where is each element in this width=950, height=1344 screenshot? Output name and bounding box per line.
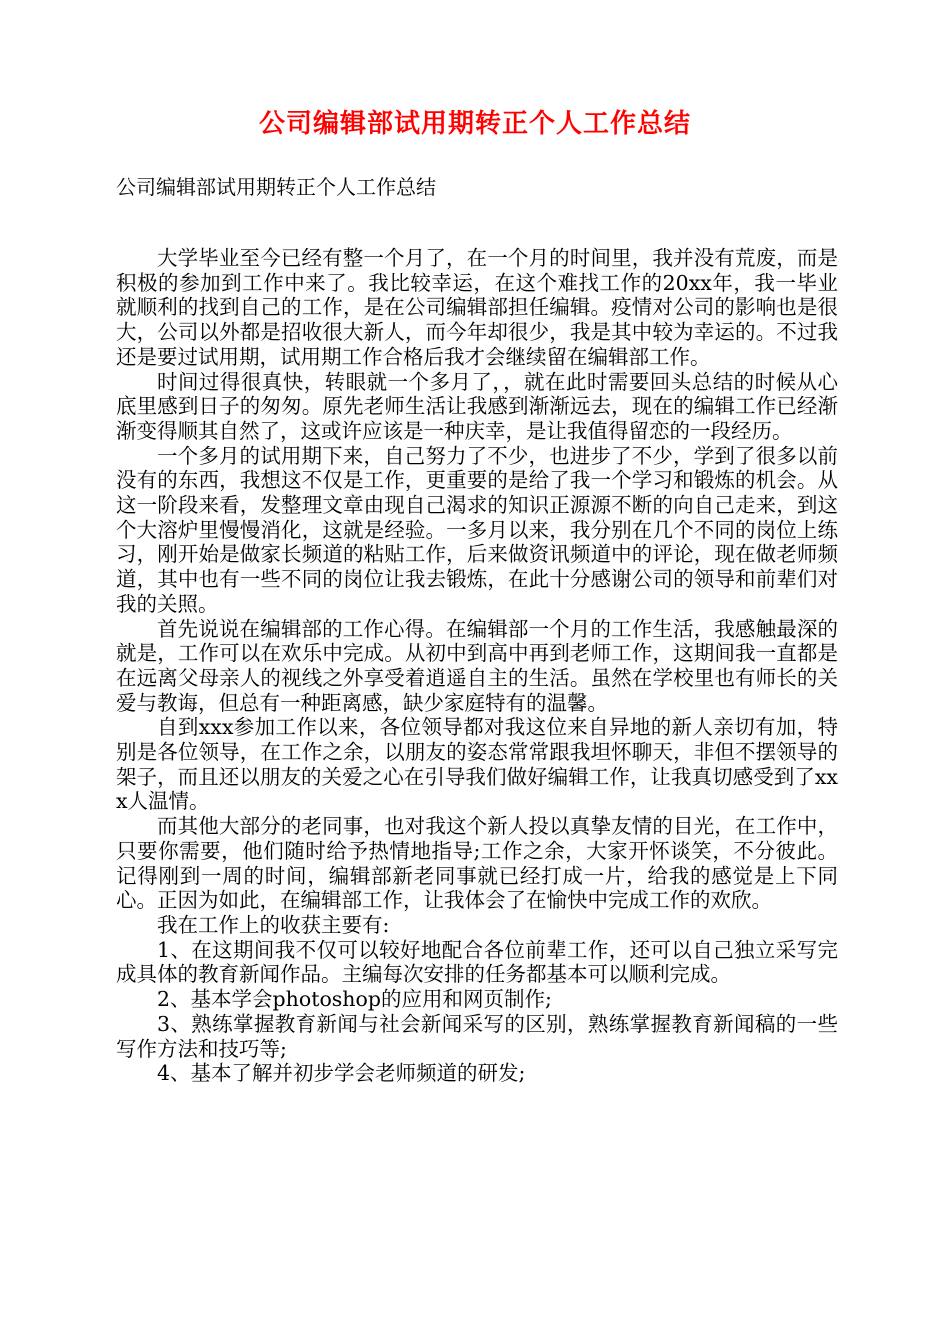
paragraph: 首先说说在编辑部的工作心得。在编辑部一个月的工作生活，我感触最深的就是，工作可以在欢乐中完成。从初中到高中再到老师工作，这期间我一直都是在远离父母亲人的视线之外享受着逍遥自主的生活。虽然在学校里也有师长的关爱与教诲，但总有一种距离感，缺少家庭特有的温馨。 [116, 616, 838, 715]
paragraph: 1、在这期间我不仅可以较好地配合各位前辈工作，还可以自己独立采写完成具体的教育新闻作品。主编每次安排的任务都基本可以顺利完成。 [116, 937, 838, 987]
paragraph: 大学毕业至今已经有整一个月了，在一个月的时间里，我并没有荒废，而是积极的参加到工作中来了。我比较幸运，在这个难找工作的20xx年，我一毕业就顺利的找到自己的工作，是在公司编辑部担任编辑。疫情对公司的影响也是很大，公司以外都是招收很大新人，而今年却很少，我是其中较为幸运的。不过我还是要过试用期，试用期工作合格后我才会继续留在编辑部工作。 [116, 246, 838, 369]
paragraph: 自到xxx参加工作以来，各位领导都对我这位来自异地的新人亲切有加，特别是各位领导，在工作之余，以朋友的姿态常常跟我坦怀聊天，非但不摆领导的架子，而且还以朋友的关爱之心在引导我们做好编辑工作，让我真切感受到了xxx人温情。 [116, 715, 838, 814]
paragraph: 4、基本了解并初步学会老师频道的研发; [157, 1061, 526, 1086]
paragraph: 而其他大部分的老同事，也对我这个新人投以真挚友情的目光，在工作中，只要你需要，他们随时给予热情地指导;工作之余，大家开怀谈笑，不分彼此。记得刚到一周的时间，编辑部新老同事就已经打成一片，给我的感觉是上下同心。正因为如此，在编辑部工作，让我体会了在愉快中完成工作的欢欣。 [116, 814, 838, 913]
document-subtitle: 公司编辑部试用期转正个人工作总结 [116, 175, 436, 199]
paragraph: 2、基本学会photoshop的应用和网页制作; [157, 987, 552, 1012]
paragraph: 一个多月的试用期下来，自己努力了不少，也进步了不少，学到了很多以前没有的东西，我想这不仅是工作，更重要的是给了我一个学习和锻炼的机会。从这一阶段来看，发整理文章由现自己渴求的知识正源源不断的向自己走来，到这个大溶炉里慢慢消化，这就是经验。一多月以来，我分别在几个不同的岗位上练习，刚开始是做家长频道的粘贴工作，后来做资讯频道中的评论，现在做老师频道，其中也有一些不同的岗位让我去锻炼，在此十分感谢公司的领导和前辈们对我的关照。 [116, 443, 838, 616]
paragraph: 时间过得很真快，转眼就一个多月了，，就在此时需要回头总结的时候从心底里感到日子的匆匆。原先老师生活让我感到渐渐远去，现在的编辑工作已经渐渐变得顺其自然了，这或许应该是一种庆幸，是让我值得留恋的一段经历。 [116, 369, 838, 443]
paragraph: 我在工作上的收获主要有: [157, 912, 390, 937]
document-body [116, 246, 838, 1086]
paragraph: 3、熟练掌握教育新闻与社会新闻采写的区别，熟练掌握教育新闻稿的一些写作方法和技巧等; [116, 1011, 838, 1061]
document-title: 公司编辑部试用期转正个人工作总结 [258, 109, 691, 139]
